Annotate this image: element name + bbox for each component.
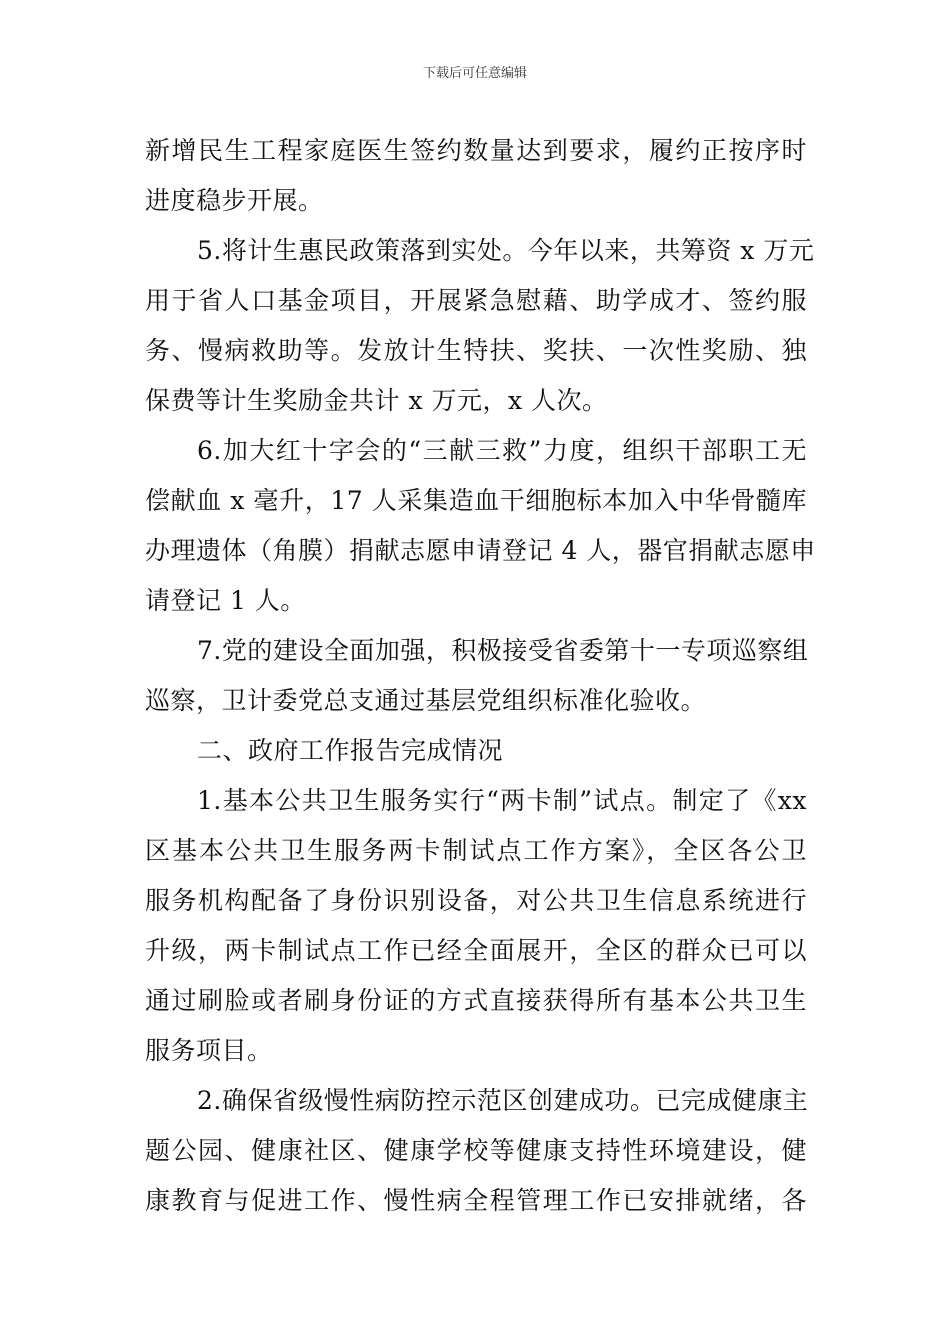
text-line: 康教育与促进工作、慢性病全程管理工作已安排就绪，各 <box>145 1186 807 1215</box>
text-line: 务、慢病救助等。发放计生特扶、奖扶、一次性奖励、独 <box>145 336 807 365</box>
text-line: 5.将计生惠民政策落到实处。今年以来，共筹资 x 万元 <box>197 236 815 265</box>
text-line: 2.确保省级慢性病防控示范区创建成功。已完成健康主 <box>197 1086 809 1115</box>
text-line: 请登记 1 人。 <box>145 586 306 615</box>
document-body <box>145 126 816 1226</box>
text-line: 用于省人口基金项目，开展紧急慰藉、助学成才、签约服 <box>145 286 807 315</box>
text-line: 6.加大红十字会的“三献三救”力度，组织干部职工无 <box>197 436 807 465</box>
text-line: 服务项目。 <box>145 1036 273 1065</box>
text-line: 区基本公共卫生服务两卡制试点工作方案》，全区各公卫 <box>145 836 807 865</box>
text-line: 通过刷脸或者刷身份证的方式直接获得所有基本公共卫生 <box>145 986 807 1015</box>
text-line: 题公园、健康社区、健康学校等健康支持性环境建设，健 <box>145 1136 807 1165</box>
text-line: 1.基本公共卫生服务实行“两卡制”试点。制定了《xx <box>197 786 807 815</box>
text-line: 偿献血 x 毫升，17 人采集造血干细胞标本加入中华骨髓库 <box>145 486 807 515</box>
text-line: 7.党的建设全面加强，积极接受省委第十一专项巡察组 <box>197 636 809 665</box>
text-line: 新增民生工程家庭医生签约数量达到要求，履约正按序时 <box>145 136 807 165</box>
text-line: 办理遗体（角膜）捐献志愿申请登记 4 人，器官捐献志愿申 <box>145 536 816 565</box>
text-line: 巡察，卫计委党总支通过基层党组织标准化验收。 <box>145 686 707 715</box>
text-line: 升级，两卡制试点工作已经全面展开，全区的群众已可以 <box>145 936 807 965</box>
section-heading: 二、政府工作报告完成情况 <box>197 736 504 765</box>
text-line: 保费等计生奖励金共计 x 万元，x 人次。 <box>145 386 608 415</box>
text-line: 进度稳步开展。 <box>145 186 324 215</box>
text-line: 服务机构配备了身份识别设备，对公共卫生信息系统进行 <box>145 886 807 915</box>
page-header: 下载后可任意编辑 <box>422 66 527 81</box>
